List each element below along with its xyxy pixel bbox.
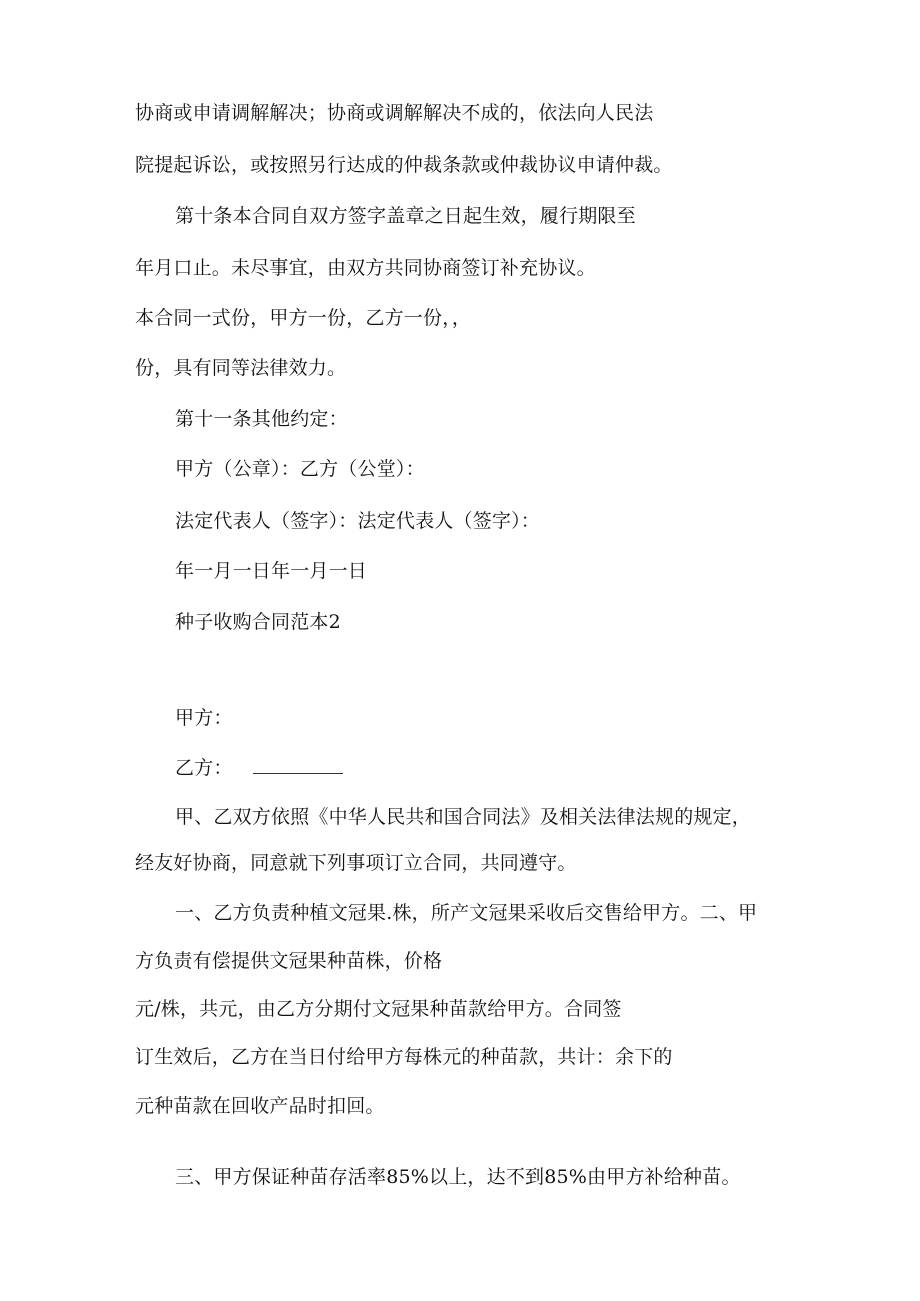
section-heading: 第十一条其他约定：	[175, 408, 348, 430]
text-line: 元/株，共元，由乙方分期付文冠果种苗款给甲方。合同签	[135, 998, 622, 1020]
contract-title: 种子收购合同范本2	[175, 611, 341, 633]
text-line: 方负责有偿提供文冠果种苗株，价格	[135, 950, 443, 972]
text-line: 院提起诉讼，或按照另行达成的仲裁条款或仲裁协议申请仲裁。	[135, 154, 673, 176]
text-line: 元种苗款在回收产品时扣回。	[135, 1095, 385, 1117]
text-line: 三、甲方保证种苗存活率85%以上，达不到85%由甲方补给种苗。	[175, 1166, 741, 1188]
text-line: 年月口止。未尽事宜，由双方共同协商签订补充协议。	[135, 257, 596, 279]
party-a-label: 甲方：	[175, 707, 233, 729]
text-line: 第十条本合同自双方签字盖章之日起生效，履行期限至	[175, 205, 636, 227]
text-line: 一、乙方负责种植文冠果.株，所产文冠果采收后交售给甲方。二、甲	[175, 902, 758, 924]
text-line: 订生效后，乙方在当日付给甲方每株元的种苗款，共计：余下的	[135, 1046, 673, 1068]
party-b-label: 乙方：	[175, 757, 233, 779]
signature-representative-line: 法定代表人（签字）：法定代表人（签字）：	[175, 510, 541, 532]
text-line: 甲、乙双方依照《中华人民共和国合同法》及相关法律法规的规定，	[175, 806, 752, 828]
party-b-row	[175, 756, 343, 780]
party-b-blank	[253, 759, 343, 774]
text-line: 份，具有同等法律效力。	[135, 357, 347, 379]
text-line: 协商或申请调解解决；协商或调解解决不成的，依法向人民法	[135, 102, 654, 124]
signature-date-line: 年一月一日年一月一日	[175, 560, 368, 582]
text-line: 本合同一式份，甲方一份，乙方一份，，	[135, 307, 472, 329]
text-line: 经友好协商，同意就下列事项订立合同，共同遵守。	[135, 852, 577, 874]
signature-party-line: 甲方（公章）：乙方（公堂）：	[175, 458, 425, 480]
